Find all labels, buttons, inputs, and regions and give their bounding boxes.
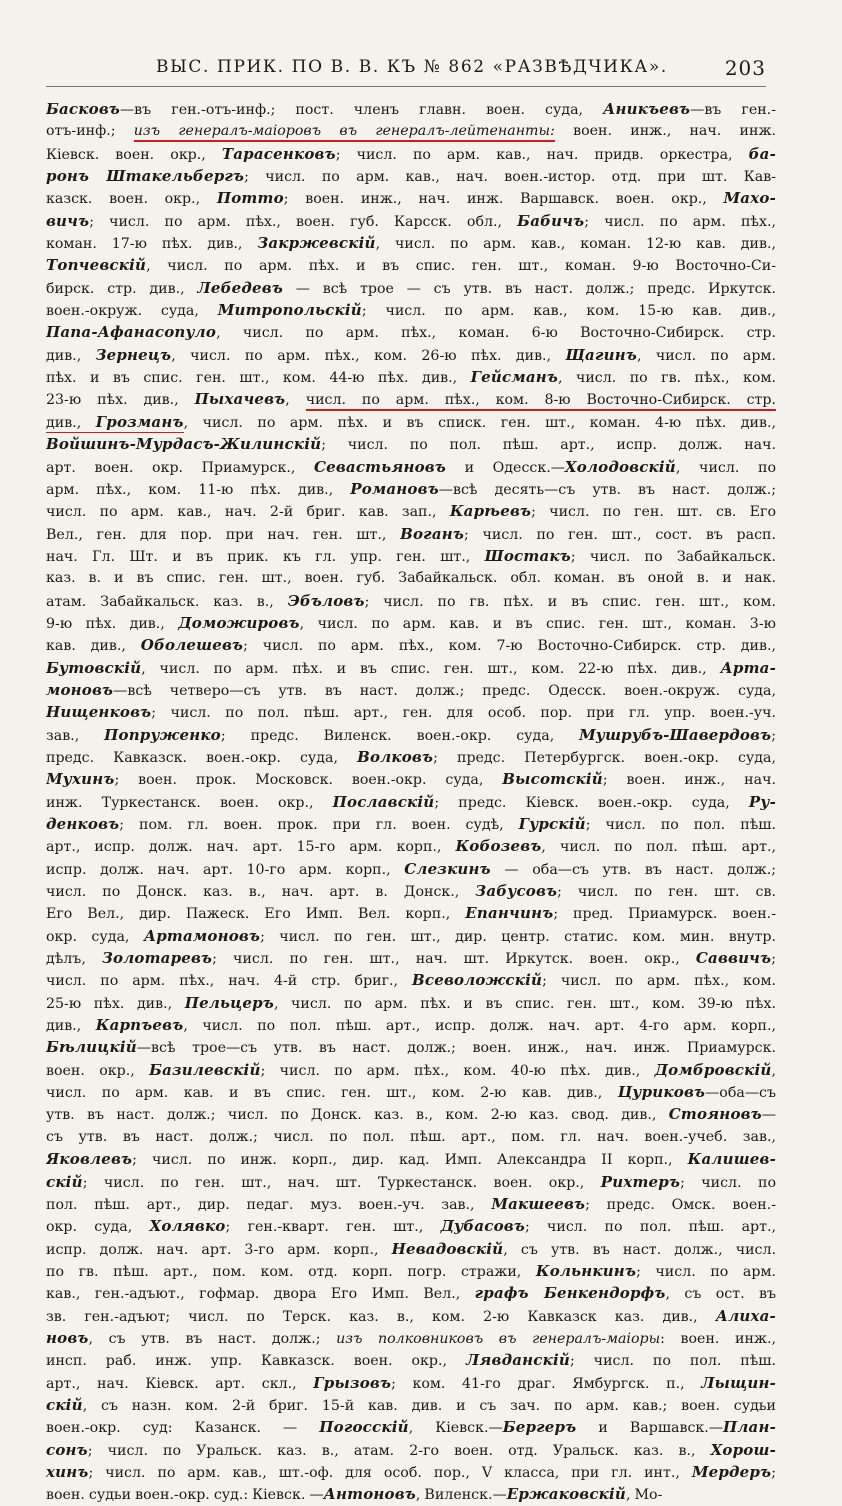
text-line (46, 120, 776, 142)
text-line (46, 1305, 776, 1327)
person-name: Мердеръ (691, 1462, 772, 1481)
text-line (46, 1327, 776, 1349)
text-segment: ; числ. по Уральск. каз. в., атам. 2-го воен. отд. Уральск. каз. в., (87, 1442, 711, 1459)
text-segment: по гв. пѣш. арт., пом. ком. отд. корп. погр. стражи, (46, 1263, 536, 1280)
person-name: Холодовскiй (564, 457, 676, 476)
text-segment: , числ. по пол. пѣш. арт., (541, 839, 776, 856)
text-line (46, 701, 776, 723)
person-name: Щагинъ (565, 345, 637, 364)
text-line (46, 590, 776, 612)
person-name: Мухинъ (46, 770, 115, 789)
text-segment: , числ. по арм. пѣх. и въ списк. ген. шт., коман. 4-ю пѣх. див., (183, 414, 776, 431)
person-name: Алиха- (715, 1306, 776, 1325)
person-name: ронъ Штакельбергъ (46, 167, 245, 186)
person-name: Золотаревъ (101, 949, 213, 968)
text-segment: ; предс. Омск. воен.- (585, 1196, 776, 1213)
text-segment: предс. Кавказск. воен.-окр. суда, (46, 749, 358, 766)
text-segment: ; числ. по арм. пѣх., ком. (542, 973, 776, 990)
text-line (46, 947, 776, 969)
text-segment: — (761, 1107, 776, 1124)
person-name: Калишев- (687, 1150, 776, 1169)
person-name: Домбровскiй (654, 1060, 772, 1079)
text-segment: ; числ. по арм. пѣх., ком. 7-ю Восточно-Сибирск. стр. див., (243, 638, 776, 655)
person-name: Оболешевъ (140, 636, 244, 655)
text-segment: ; числ. по инж. корп., дир. кад. Имп. Александра II корп., (132, 1152, 688, 1169)
person-name: Бутовскiй (46, 658, 142, 677)
text-segment: зав., (46, 727, 105, 744)
text-segment: ; числ. по арм. пѣх., воен. губ. Карсск. обл., (89, 213, 518, 230)
underlined-text: числ. по арм. пѣх., ком. 8-ю Восточно-Сибирск. стр. (306, 392, 776, 410)
text-segment: —всѣ четверо—съ утв. въ наст. долж.; предс. Одесск. воен.-окруж. суда, (113, 682, 776, 699)
text-segment: арт. воен. окр. Приамурск., (46, 459, 314, 476)
person-name: Карпъевъ (95, 1016, 184, 1035)
text-segment: и Варшавск.— (576, 1420, 723, 1437)
text-segment: инсп. раб. инж. упр. Кавказск. воен. окр., (46, 1353, 466, 1370)
text-segment: ; числ. по ген. шт., дир. центр. статис. ком. мин. внутр. (260, 928, 776, 945)
text-segment: ; пред. Приамурск. воен.- (553, 906, 776, 923)
text-segment: ; числ. по Забайкальск. (570, 548, 776, 565)
text-segment: арт., испр. долж. нач. арт. 15-го арм. корп., (46, 839, 456, 856)
person-name: Лыщин- (701, 1373, 776, 1392)
person-name: Севастьяновъ (313, 457, 446, 476)
text-segment: ; числ. по арм. кав., ком. 15-ю кав. див., (361, 303, 776, 320)
person-name: Эбъловъ (287, 591, 365, 610)
text-segment: , числ. по арм. (636, 347, 776, 364)
text-line (46, 143, 776, 165)
person-name: Топчевскiй (46, 256, 147, 275)
text-line (46, 411, 776, 433)
text-segment: , числ. по арм. пѣх. и въ спис. ген. шт., коман. 9-ю Восточно-Си- (146, 258, 776, 275)
person-name: Стояновъ (668, 1105, 762, 1124)
text-segment: —въ ген.-отъ-инф.; пост. членъ главн. воен. суда, (119, 102, 604, 118)
text-segment: , съ утв. въ наст. долж.; (88, 1330, 337, 1347)
text-segment: пол. пѣш. арт., дир. педаг. муз. воен.-уч. зав., (46, 1196, 492, 1213)
text-segment: коман. 17-ю пѣх. див., (46, 236, 258, 253)
text-segment: ; числ. по гв. пѣх. и въ спис. ген. шт., ком. (364, 593, 776, 610)
text-segment: числ. по Донск. каз. в., нач. арт. в. Донск., (46, 884, 476, 901)
text-line (46, 98, 776, 120)
text-segment: воен. судьи воен.-окр. суд.: Кiевск. — (46, 1487, 324, 1504)
text-segment: ; числ. по ген. шт. св. Его (531, 504, 776, 521)
text-segment: арм. пѣх., ком. 11-ю пѣх. див., (46, 481, 351, 498)
person-name: Мушрубъ-Шавердовъ (579, 725, 772, 744)
person-name: Зернецъ (95, 345, 172, 364)
person-name: Арта- (720, 658, 776, 677)
text-line (46, 1238, 776, 1260)
person-name: Тарасенковъ (221, 144, 336, 163)
person-name: Доможировъ (178, 613, 300, 632)
person-name: Артамоновъ (143, 926, 261, 945)
text-segment: ; числ. по пол. пѣш. (585, 817, 776, 833)
text-line (46, 1171, 776, 1193)
text-line (46, 880, 776, 902)
text-segment: ; числ. по арм. кав., нач. придв. оркестра, (335, 146, 749, 163)
text-segment: ; числ. по ген. шт. св. (557, 884, 776, 901)
person-name: Хорош- (710, 1440, 776, 1459)
text-segment: ; числ. по пол. пѣш. арт., испр. долж. нач. (321, 437, 776, 454)
text-line (46, 321, 776, 343)
text-segment: ; числ. по арм. кав., нач. воен.-истор. отд. при шт. Кав- (244, 169, 776, 186)
text-line (46, 858, 776, 880)
person-name: ба- (748, 144, 776, 163)
text-segment: и Одесск.— (445, 459, 565, 476)
text-segment: окр. суда, (46, 1219, 150, 1236)
text-line (46, 254, 776, 276)
person-name: Ержаковскiй (506, 1485, 627, 1504)
text-line (46, 545, 776, 567)
text-segment: числ. по арм. кав., нач. 2-й бриг. кав. зап., (46, 504, 450, 521)
text-line (46, 1260, 776, 1282)
text-segment: ; числ. по пол. пѣш. арт., (524, 1219, 776, 1236)
text-segment: числ. по арм. пѣх., нач. 4-й стр. бриг., (46, 973, 413, 990)
text-segment: ; (771, 951, 776, 968)
text-segment: — оба—съ утв. въ наст. долж.; (490, 861, 776, 878)
text-segment: ; предс. Виленск. воен.-окр. суда, (220, 727, 580, 744)
text-segment: ; числ. по ген. шт., сост. въ расп. (463, 526, 776, 543)
page-number: 203 (724, 56, 766, 80)
text-line (46, 657, 776, 679)
person-name: Погосскiй (319, 1418, 409, 1437)
text-segment: , числ. по арм. пѣх. и въ спис. ген. шт., ком. 39-ю пѣх. (273, 995, 776, 1012)
person-name: Лявданскiй (465, 1351, 570, 1370)
text-segment: испр. долж. нач. арт. 3-го арм. корп., (46, 1241, 392, 1258)
person-name: Грызовъ (313, 1373, 392, 1392)
text-line (46, 768, 776, 790)
text-line (46, 187, 776, 209)
person-name: Попруженко (104, 725, 221, 744)
person-name: Макшеевъ (491, 1194, 586, 1213)
person-name: Невадовскiй (391, 1239, 504, 1258)
text-line (46, 1126, 776, 1148)
text-segment: , числ. по арм. пѣх., ком. 26-ю пѣх. див., (171, 347, 566, 364)
person-name: моновъ (46, 680, 114, 699)
text-line (46, 746, 776, 768)
person-name: Воганъ (400, 524, 464, 543)
text-segment: 23-ю пѣх. див., (46, 392, 195, 409)
text-segment: ; воен. прок. Московск. воен.-окр. суда, (114, 772, 503, 789)
text-segment: —оба—съ (705, 1085, 776, 1102)
text-segment: ; числ. по пол. пѣш. (569, 1353, 776, 1370)
person-name: Рихтеръ (600, 1172, 681, 1191)
person-name: Папа-Афанасопуло (46, 323, 217, 342)
text-segment: нач. Гл. Шт. и въ прик. къ гл. упр. ген. шт., (46, 548, 485, 565)
text-line (46, 1014, 776, 1036)
text-segment: 25-ю пѣх. див., (46, 995, 185, 1012)
text-line (46, 478, 776, 500)
text-segment: пѣх. и въ спис. ген. шт., ком. 44-ю пѣх. див., (46, 370, 471, 387)
text-segment: воен. инж., нач. инж. (554, 123, 776, 140)
person-name: сонъ (46, 1440, 88, 1459)
underlined-text: див., (46, 415, 96, 433)
text-line (46, 1148, 776, 1170)
text-segment: зв. ген.-адъют; числ. по Терск. каз. в., ком. 2-ю Кавказск каз. див., (46, 1308, 716, 1325)
person-name: Цуриковъ (617, 1083, 706, 1102)
text-line (46, 165, 776, 187)
text-line (46, 1193, 776, 1215)
text-line (46, 1349, 776, 1371)
document-body (46, 98, 776, 1506)
text-line (46, 1103, 776, 1125)
text-segment: ; ком. 41-го драг. Ямбургск. п., (391, 1375, 702, 1392)
text-segment: ; предс. Кiевск. воен.-окр. суда, (434, 794, 749, 811)
text-segment: , числ. по арм. кав. и въ спис. ген. шт., коман. 3-ю (299, 615, 776, 632)
text-segment: ; пом. гл. воен. прок. при гл. воен. судѣ, (119, 817, 519, 833)
person-name: Аникъевъ (603, 100, 691, 118)
text-line (46, 813, 776, 835)
text-segment: инж. Туркестанск. воен. окр., (46, 794, 333, 811)
person-name: Всеволожскiй (412, 971, 543, 990)
text-segment: казск. воен. окр., (46, 191, 217, 208)
text-segment: кав. див., (46, 638, 141, 655)
text-line (46, 500, 776, 522)
person-name: Потто (216, 189, 284, 208)
person-name: Басковъ (46, 100, 120, 118)
person-name: Гурскiй (518, 815, 586, 833)
text-segment: ; (771, 727, 776, 744)
person-name: хинъ (46, 1462, 89, 1481)
text-segment: ; числ. по арм. пѣх., (584, 213, 776, 230)
text-line (46, 523, 776, 545)
text-line (46, 1461, 776, 1483)
text-line (46, 791, 776, 813)
person-name: Карѣевъ (449, 502, 532, 521)
text-line (46, 1215, 776, 1237)
text-line (46, 277, 776, 299)
text-segment: , числ. по (675, 459, 776, 476)
text-segment: ; числ. по (680, 1174, 776, 1191)
person-name: Шостакъ (484, 546, 571, 565)
text-segment: —въ ген.- (690, 102, 776, 118)
person-name: Епанчинъ (465, 904, 554, 923)
text-segment: атам. Забайкальск. каз. в., (46, 593, 288, 610)
text-segment: ; предс. Петербургск. воен.-окр. суда, (433, 749, 776, 766)
text-line (46, 456, 776, 478)
text-segment: Его Вел., дир. Пажеск. Его Имп. Вел. корп., (46, 906, 466, 923)
person-name: Грозманъ (96, 413, 184, 433)
running-header (46, 56, 766, 87)
text-line (46, 902, 776, 924)
text-line (46, 1394, 776, 1416)
rank-heading: изъ генералъ-маiоровъ въ генералъ-лейтенанты: (134, 123, 555, 142)
person-name: Кольнкинъ (535, 1261, 637, 1280)
text-segment: , числ. по арм. пѣх., коман. 6-ю Восточно-Сибирск. стр. (216, 325, 776, 342)
text-segment: кав., ген.-адъют., гофмар. двора Его Имп. Вел., (46, 1286, 475, 1303)
text-line (46, 1416, 776, 1438)
person-name: скiй (46, 1172, 83, 1191)
text-line (46, 925, 776, 947)
text-segment: воен. окр., (46, 1062, 150, 1079)
text-line (46, 1483, 776, 1505)
text-segment: , Кiевск.— (408, 1420, 503, 1437)
person-name: Послaвскiй (332, 792, 435, 811)
text-segment: : воен. инж., (660, 1330, 776, 1347)
text-segment: , числ. по арм. пѣх. и въ спис. ген. шт., ком. 22-ю пѣх. див., (141, 660, 721, 677)
person-name: графъ Бенкендорфъ (474, 1284, 666, 1303)
text-line (46, 1372, 776, 1394)
text-segment: — всѣ трое — съ утв. въ наст. долж.; предс. Иркутск. (282, 280, 776, 297)
text-segment: , съ ост. въ (665, 1286, 776, 1303)
person-name: Дубасовъ (440, 1217, 525, 1236)
text-segment: каз. в. и въ спис. ген. шт., воен. губ. Забайкальск. обл. коман. въ оной в. и нак. (46, 570, 776, 587)
person-name: Базилевскiй (149, 1060, 261, 1079)
text-line (46, 969, 776, 991)
person-name: Холявко (149, 1217, 226, 1236)
text-line (46, 366, 776, 388)
text-segment: , (771, 1062, 776, 1079)
text-segment: воен.-окруж. суда, (46, 303, 218, 320)
text-line (46, 612, 776, 634)
person-name: Бѣлицкiй (46, 1038, 137, 1057)
person-name: Слезкинъ (404, 859, 491, 878)
text-line (46, 567, 776, 589)
text-line (46, 388, 776, 410)
person-name: Махо- (723, 189, 776, 208)
text-segment: арт., нач. Кiевск. арт. скл., (46, 1375, 314, 1392)
text-segment: ; ген.-кварт. ген. шт., (225, 1219, 441, 1236)
text-segment: , числ. по пол. пѣш. арт., испр. долж. нач. арт. 4-го арм. корп., (183, 1018, 776, 1035)
text-segment: , числ. по гв. пѣх., ком. (557, 370, 776, 387)
text-segment: ; (771, 1464, 776, 1481)
text-segment: дѣлъ, (46, 951, 102, 968)
text-segment: див., (46, 347, 96, 364)
text-segment: , Мо- (626, 1487, 663, 1504)
person-name: Закржевскiй (257, 234, 376, 253)
person-name: Высотскiй (502, 770, 603, 789)
person-name: Митропольскiй (217, 301, 362, 320)
person-name: Яковлевъ (46, 1150, 133, 1169)
rank-heading: изъ полковниковъ въ генералъ-маiоры (336, 1330, 661, 1347)
text-line (46, 433, 776, 455)
text-line (46, 1282, 776, 1304)
text-line (46, 232, 776, 254)
text-segment: испр. долж. нач. арт. 10-го арм. корп., (46, 861, 405, 878)
text-line (46, 1036, 776, 1058)
person-name: Ру- (748, 792, 776, 811)
text-segment: бирск. стр. див., (46, 280, 198, 297)
text-segment: 9-ю пѣх. див., (46, 615, 179, 632)
text-segment: , (285, 392, 306, 409)
text-line (46, 835, 776, 857)
text-segment: отъ-инф.; (46, 123, 134, 140)
text-segment: див., (46, 1018, 96, 1035)
text-segment: —всѣ трое—съ утв. въ наст. долж.; воен. инж., нач. инж. Приамурск. (136, 1040, 776, 1057)
text-line (46, 299, 776, 321)
text-line (46, 724, 776, 746)
text-line (46, 1059, 776, 1081)
person-name: Лебедевъ (197, 278, 283, 297)
text-line (46, 634, 776, 656)
text-line (46, 679, 776, 701)
text-segment: ; числ. по арм. кав., шт.-оф. для особ. пор., V класса, при гл. инт., (88, 1464, 692, 1481)
text-segment: съ утв. въ наст. долж.; числ. по пол. пѣш. арт., пом. гл. нач. воен.-учеб. зав., (46, 1128, 776, 1145)
person-name: скiй (46, 1395, 83, 1414)
text-line (46, 1439, 776, 1461)
person-name: денковъ (46, 815, 120, 833)
person-name: Бабичъ (517, 211, 585, 230)
text-segment: Вел., ген. для пор. при нач. ген. шт., (46, 526, 401, 543)
person-name: Кобозевъ (455, 837, 542, 856)
text-segment: , съ утв. въ наст. долж., числ. (503, 1241, 776, 1258)
person-name: Бергеръ (502, 1418, 577, 1437)
text-segment: окр. суда, (46, 928, 144, 945)
text-segment: Кiевск. воен. окр., (46, 146, 222, 163)
text-line (46, 210, 776, 232)
text-segment: ; воен. инж., нач. (602, 772, 776, 789)
text-segment: воен.-окр. суд: Казанск. — (46, 1420, 320, 1437)
text-segment: , Виленск.— (415, 1487, 507, 1504)
text-segment: ; числ. по арм. пѣх., ком. 40-ю пѣх. див., (260, 1062, 655, 1079)
person-name: Саввичъ (695, 949, 772, 968)
header-title: ВЫС. ПРИК. ПО В. В. КЪ № 862 «РАЗВѢДЧИКА». (156, 57, 668, 77)
text-segment: —всѣ десять—съ утв. въ наст. долж.; (438, 481, 776, 498)
text-segment: ; числ. по ген. шт., нач. шт. Иркутск. воен. окр., (212, 951, 696, 968)
person-name: вичъ (46, 211, 90, 230)
person-name: Гейсманъ (470, 368, 558, 387)
person-name: Волковъ (357, 747, 434, 766)
text-line (46, 344, 776, 366)
text-segment: , съ назн. ком. 2-й бриг. 15-й кав. див. и съ зач. по арм. кав.; воен. судьи (82, 1397, 776, 1414)
person-name: Нищенковъ (46, 703, 152, 722)
text-segment: ; числ. по пол. пѣш. арт., ген. для особ. пор. при гл. упр. воен.-уч. (151, 705, 776, 722)
person-name: новъ (46, 1328, 89, 1347)
person-name: Пельцеръ (184, 993, 274, 1012)
text-segment: , числ. по арм. кав., коман. 12-ю кав. див., (375, 236, 776, 253)
text-segment: ; числ. по арм. (636, 1263, 776, 1280)
text-segment: ; воен. инж., нач. инж. Варшавск. воен. окр., (283, 191, 724, 208)
person-name: Антоновъ (323, 1485, 416, 1504)
text-segment: числ. по арм. кав. и въ спис. ген. шт., ком. 2-ю кав. див., (46, 1085, 618, 1102)
person-name: Забусовъ (475, 882, 558, 901)
text-segment: ; числ. по ген. шт., нач. шт. Туркестанск. воен. окр., (82, 1174, 601, 1191)
text-line (46, 992, 776, 1014)
text-segment: утв. въ наст. долж.; числ. по Донск. каз. в., ком. 2-ю каз. свод. див., (46, 1107, 669, 1124)
person-name: Войшинъ-Мурдасъ-Жилинскiй (46, 435, 322, 454)
person-name: Пыхачевъ (194, 390, 286, 409)
text-line (46, 1081, 776, 1103)
person-name: План- (722, 1418, 776, 1437)
person-name: Романовъ (350, 479, 439, 498)
